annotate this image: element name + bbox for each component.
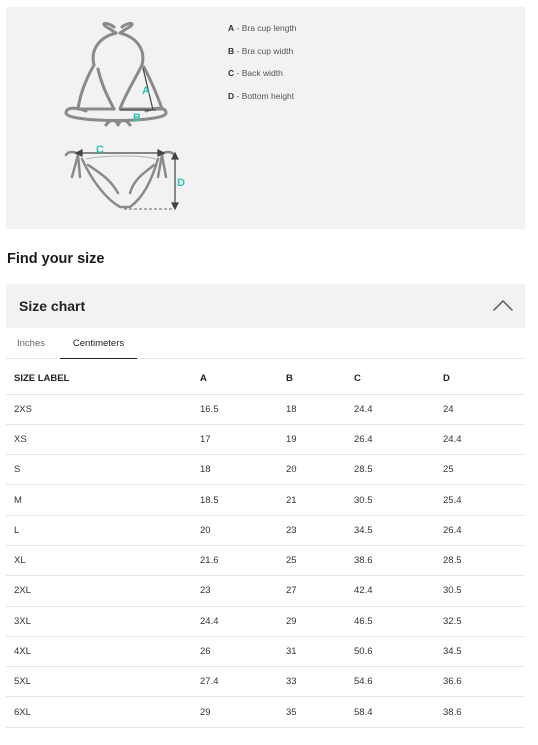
table-row (6, 485, 525, 515)
cell-b: 29 (278, 606, 346, 636)
cell-c: 58.4 (346, 697, 435, 727)
cell-c: 42.4 (346, 576, 435, 606)
cell-d: 28.5 (435, 545, 525, 575)
cell-c: 54.6 (346, 667, 435, 697)
cell-size-label: 4XL (6, 636, 192, 666)
cell-size-label: XS (6, 424, 192, 454)
cell-b: 23 (278, 515, 346, 545)
legend-item (228, 68, 297, 91)
size-table-body (6, 394, 525, 727)
table-row (6, 576, 525, 606)
table-row (6, 697, 525, 727)
cell-a: 18.5 (192, 485, 278, 515)
marker-a: A (142, 85, 150, 97)
column-header-a: A (192, 363, 278, 394)
cell-a: 24.4 (192, 606, 278, 636)
cell-b: 27 (278, 576, 346, 606)
table-row (6, 424, 525, 454)
column-header-d: D (435, 363, 525, 394)
legend-item (228, 46, 297, 69)
table-row (6, 455, 525, 485)
cell-c: 50.6 (346, 636, 435, 666)
cell-d: 38.6 (435, 697, 525, 727)
cell-size-label: S (6, 455, 192, 485)
cell-c: 28.5 (346, 455, 435, 485)
marker-c: C (96, 144, 104, 156)
cell-a: 26 (192, 636, 278, 666)
column-header-size-label: SIZE LABEL (6, 363, 192, 394)
legend-key: B (228, 45, 235, 56)
cell-size-label: M (6, 485, 192, 515)
cell-d: 34.5 (435, 636, 525, 666)
legend-item (228, 91, 297, 114)
size-chart-accordion[interactable] (6, 284, 525, 328)
cell-size-label: XL (6, 545, 192, 575)
table-row (6, 394, 525, 424)
tab-inches[interactable]: Inches (17, 338, 45, 349)
legend-text: - Bra cup length (234, 23, 297, 33)
cell-size-label: 2XS (6, 394, 192, 424)
size-diagram-panel (6, 7, 525, 229)
cell-size-label: L (6, 515, 192, 545)
cell-a: 27.4 (192, 667, 278, 697)
cell-c: 30.5 (346, 485, 435, 515)
cell-b: 31 (278, 636, 346, 666)
cell-c: 24.4 (346, 394, 435, 424)
size-chart-table (6, 363, 525, 728)
cell-size-label: 5XL (6, 667, 192, 697)
cell-size-label: 6XL (6, 697, 192, 727)
cell-a: 23 (192, 576, 278, 606)
cell-a: 17 (192, 424, 278, 454)
chevron-up-icon[interactable] (491, 294, 515, 318)
cell-d: 24 (435, 394, 525, 424)
cell-a: 18 (192, 455, 278, 485)
cell-b: 21 (278, 485, 346, 515)
cell-d: 26.4 (435, 515, 525, 545)
cell-b: 20 (278, 455, 346, 485)
cell-d: 25.4 (435, 485, 525, 515)
legend-key: A (228, 23, 235, 33)
cell-c: 34.5 (346, 515, 435, 545)
table-header-row (6, 363, 525, 394)
legend-text: - Back width (234, 68, 283, 79)
cell-d: 36.6 (435, 667, 525, 697)
cell-a: 29 (192, 697, 278, 727)
cell-a: 21.6 (192, 545, 278, 575)
cell-b: 35 (278, 697, 346, 727)
cell-d: 32.5 (435, 606, 525, 636)
cell-c: 46.5 (346, 606, 435, 636)
legend-text: - Bottom height (234, 91, 295, 102)
cell-size-label: 2XL (6, 576, 192, 606)
cell-a: 20 (192, 515, 278, 545)
cell-size-label: 3XL (6, 606, 192, 636)
table-row (6, 606, 525, 636)
measurement-legend (228, 23, 297, 114)
legend-item (228, 23, 297, 46)
cell-d: 30.5 (435, 576, 525, 606)
cell-b: 19 (278, 424, 346, 454)
legend-text: - Bra cup width (234, 45, 294, 56)
column-header-b: B (278, 363, 346, 394)
cell-b: 18 (278, 394, 346, 424)
marker-b: B (133, 112, 141, 124)
cell-b: 33 (278, 667, 346, 697)
cell-c: 38.6 (346, 545, 435, 575)
cell-d: 24.4 (435, 424, 525, 454)
table-row (6, 545, 525, 575)
cell-a: 16.5 (192, 394, 278, 424)
legend-key: D (228, 91, 235, 102)
column-header-c: C (346, 363, 435, 394)
table-row (6, 515, 525, 545)
table-row (6, 667, 525, 697)
find-your-size-heading: Find your size (7, 251, 105, 267)
unit-tabs (6, 330, 525, 359)
legend-key: C (228, 68, 235, 79)
table-row (6, 636, 525, 666)
cell-d: 25 (435, 455, 525, 485)
cell-b: 25 (278, 545, 346, 575)
cell-c: 26.4 (346, 424, 435, 454)
marker-d: D (177, 177, 185, 189)
tab-centimeters[interactable]: Centimeters (60, 330, 137, 359)
size-chart-title: Size chart (19, 298, 86, 314)
